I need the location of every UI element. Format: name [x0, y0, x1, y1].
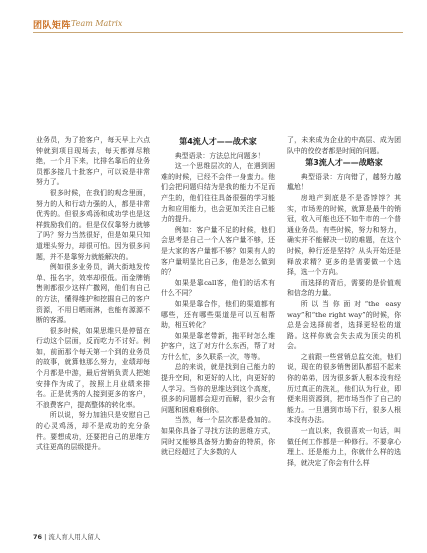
- column-left: [36, 135, 150, 453]
- paragraph: 如果是靠老带新，拖平时怎么维护客户，这了对方什么东西，帮了对方什么忙，多久联系一次，等等。: [161, 331, 275, 361]
- paragraph: 房地产到底是不是香饽饽？其实，市场差的时候，就算是最牛的销冠，收入可能也还不如牛市的一个普通业务员。有些时候，努力和努力，确实并不能解决一切的难题，在这个时候，种行还是坚持？从头开始还是释放求精？更多的是需要做一个选择，选一个方向。: [287, 193, 401, 277]
- paragraph: 而选择的背后，需要的是价值观和信念的力量。: [287, 278, 401, 298]
- paragraph: 总的来说，就是找到自己能力的提升空间，和更好的人比，向更好的人学习。当你的思维达到这个高度，很多的问题都会迎刃而解，很少会有问题和困难难倒你。: [161, 363, 275, 414]
- paragraph: 很多时候，在我们的观念里面，努力的人和行动力强的人，都是非常优秀的。但很多鸡汤和成功学也是这样鼓励我们的。但是仅仅靠努力就够了吗？努力当然很好，但是如果只知道埋头努力，却很可怕。因为很多问题，并不是靠努力就能解决的。: [36, 188, 150, 261]
- section-title: 第4流人才——战术家: [179, 137, 257, 146]
- page-header: [33, 18, 403, 34]
- paragraph: 业务员，为了抢客户，每天早上六点钟就到项目现场去，每天都弹尽粮绝，一个月下来，比排名靠后的业务员都多接几十批客户，可以说是非常努力了。: [36, 136, 150, 187]
- paragraph: 所以当你面对“the easy way”和“the right way”的时候，你总是会选择前者，选择更轻松的道路。这样你就会失去成为顶尖的机会。: [287, 299, 401, 351]
- paragraph: 典型语录：方向错了，越努力越尴尬！: [287, 172, 401, 192]
- section-brand-english: Team Matrix: [71, 19, 123, 28]
- page-number: 76: [33, 533, 43, 541]
- paragraph: 例如：客户量不足的时候，他们会思考是自己一个人客户量不够，还是大家的客户量都不够？如果有人的客户量明显比自己多，他是怎么做到的？: [161, 225, 275, 277]
- publication-name: 流人育人用人留人: [48, 533, 101, 541]
- paragraph: 之前跟一些营销总监交流，他们说，现在的很多销售团队都招不起来你的弟弟，因为很多新人根本没有经历过真正的洗礼，他们认为行业，即便来用资源到，把市场当作了自己的能力。一旦遇到市场下行，很多人根本没有办法。: [287, 352, 401, 425]
- footer-separator: |: [44, 533, 49, 541]
- header-photo: [33, 38, 403, 134]
- column-middle: [161, 135, 275, 458]
- paragraph: 如果是靠合作，他们的渠道都有哪些，还有哪些渠道是可以互相帮助，相互转化？: [161, 299, 275, 330]
- paragraph: 当然，每一个层次都是叠加的。如果你具备了寻找方法的思维方式，同时又能够具备努力勤奋的特质，你就已经超过了大多数的人: [161, 416, 275, 457]
- paragraph: 典型语录：方法总比问题多！: [174, 151, 265, 160]
- column-right: [287, 135, 401, 468]
- page-footer: [33, 532, 100, 541]
- paragraph: 如果是靠call客，他们的话术有什么不同？: [161, 278, 275, 298]
- paragraph: 这一个思维层次的人，在遇到困难的时候，已经不会伴一身蛮力。他们会把问题归结为是我的能力不足而产生的，他们往往具备很强的学习能力和应用能力，也会更加关注自己能力的提升。: [161, 162, 275, 224]
- header-rule: [33, 32, 403, 33]
- paragraph: 很多时候，如果思维只是停留在行动这个层面，反而吃力不讨好。例如，前面那个每天第一个到的业务员的故事，就算他那么努力，业绩却每个月都是中游，最后营销负责人把她安排作为成了，按照上月业绩来排名。正是优秀的人接到更多的客户，不浪费客户，提高整体的转化率。: [36, 326, 150, 409]
- section-title: 第3流人才——战略家: [305, 158, 383, 168]
- paragraph: 一直以来，我很喜欢一句话，叫做任何工作都是一种修行。不要拿心理上、还是能力上，你就什么样的选择，就决定了你会有什么样: [287, 427, 401, 467]
- paragraph: 例如很多业务员，满大街地发传单、报名字，效率却很低。而金牌销售则都很少这样广撒网，他们有自己的方法，懂得维护和挖掘自己的客户资源，不用日晒雨淋，也能有源源不断的客源。: [36, 263, 150, 325]
- paragraph: 所以说，努力加油只是安慰自己的心灵鸡汤，却不是成功的充分条件。要想成功，还要把自己的思维方式往更高的层级提升。: [36, 411, 150, 452]
- paragraph: 了，未来成为企业的中高层、成为团队中的佼佼者都是时间的问题。: [287, 136, 401, 155]
- section-brand: 团队矩阵: [33, 21, 72, 31]
